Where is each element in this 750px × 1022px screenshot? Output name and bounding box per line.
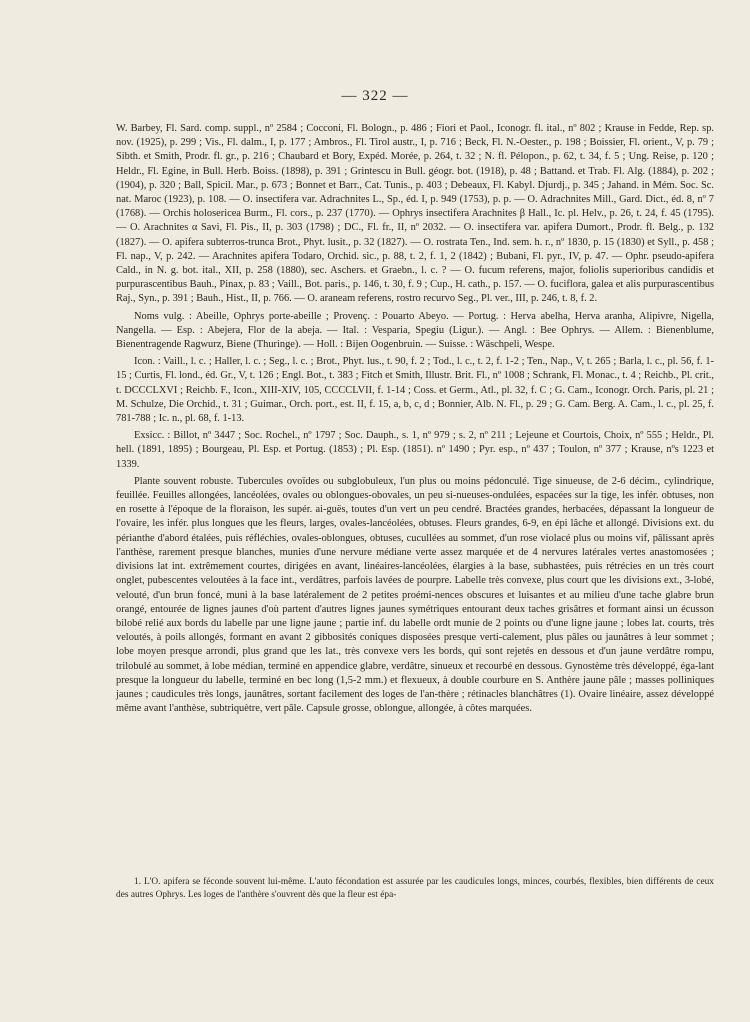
iconography-paragraph: Icon. : Vaill., l. c. ; Haller, l. c. ; Seg., l. c. ; Brot., Phyt. lus., t. 90, f. 2 ; Tod., l. c., t. 2, f. 1-2 ; Ten., Nap., V, t. 265 ; Barla, l. c., pl. 56, f. 1-15 ; Curtis, Fl. lond., éd. Gr., V, t. 126 ; Engl. Bot., t. 383 ; Fitch et Smith, Illustr. Brit. Fl., nº 1008 ; Schrank, Fl. Monac., t. 4 ; Reichb., Pl. crit., t. DCCCLXVI ; Reichb. F., Icon., XIII-XIV, 105, CCCCLVII, f. 1-14 ; Coss. et Germ., Atl., pl. 32, f. C ; G. Cam., Iconogr. Orch. Paris, pl. 21 ; M. Schulze, Die Orchid., t. 31 ; Guimar., Orch. port., est. II, f. 15, a, b, c, d ; Bonnier, Alb. N. Fl., p. 29 ; G. Cam. Berg. A. Cam., l. c., pl. 25, f. 781-788 ; Ic. n., pl. 68, f. 1-13. xyxy=(116,356,714,425)
description-paragraph: Plante souvent robuste. Tubercules ovoïdes ou subglobuleux, l'un plus ou moins pédonculé. Tige sinueuse, de 2-6 décim., cylindrique, feuillée. Feuilles allongées, lancéolées, ovales ou oblongues-obovales, un peu si-nueuses-ondulées, espacées sur la tige, les infér. obtuses, non en rosette à l'époque de la floraison, les supér. ai-guës, toutes d'un vert un peu cendré. Bractées grandes, herbacées, dépassant la longueur de l'ovaire, les infér. plus longues que les fleurs, larges, ovales-lancéolées, obtuses. Fleurs grandes, 6-9, en épi lâche et allongé. Divisions ext. du périanthe d'abord étalées, puis réfléchies, ovales-oblongues, obtuses, cucullées au sommet, d'un rose violacé plus ou moins vif, pâlissant après l'anthèse, rarement presque blanches, munies d'une nervure médiane verte assez marquée et de 4 nervures latérales vertes anastomosées ; divisions lat int. extrêmement courtes, dirigées en avant, linéaires-lancéolées, élargies à la base, subhastées, puis rétrécies en un très court onglet, pubescentes veloutées à la face int., verdâtres, parfois lavées de pourpre. Labelle très convexe, plus court que les divisions ext., 3-lobé, velouté, d'un brun foncé, muni à la base latéralement de 2 petites proémi-nences obscures et luisantes et au milieu d'une tache glabre brun orangé, entourée de lignes jaunes d'où partent d'autres lignes jaunes symétriques entourant deux taches grisâtres et formant ainsi un écusson bilobé relié aux bords du labelle par une ligne jaune ; partie inf. du labelle ordt munie de 2 points ou d'une ligne jaune ; lobes lat. courts, très veloutés, à poils allongés, formant en avant 2 gibbosités coniques disposées presque verti-calement, plus pâles ou jaunâtres à leur sommet ; lobe moyen presque arrondi, plus grand que les lat., très convexe vers les bords, qui sont rejetés en dessous et d'un jaune verdâtre rompu, trilobulé au sommet, à lobe médian, terminé en appendice glabre, verdâtre, sinueux et recourbé en dessous. Gynostème très développé, éga-lant presque la longueur du labelle, terminé en bec long (1,5-2 mm.) et flexueux, à double courbure en S. Anthère jaune pâle ; masses polliniques jaunes ; caudicules très longs, jaunâtres, sortant facilement des loges de l'an-thère ; rétinacles blanchâtres (1). Ovaire linéaire, assez développé même avant l'anthèse, subtriquètre, vert pâle. Capsule grosse, oblongue, allongée, à côtes marquées. xyxy=(116,475,714,715)
footnote-text: 1. L'O. apifera se féconde souvent lui-même. L'auto fécondation est assurée par les caudicules longs, minces, courbés, flexibles, bien différents de ceux des autres Ophrys. Les loges de l'anthère s'ouvrent dès que la fleur est épa- xyxy=(116,877,714,900)
synonymy-paragraph: W. Barbey, Fl. Sard. comp. suppl., nº 2584 ; Cocconi, Fl. Bologn., p. 486 ; Fiori et Paol., Iconogr. fl. ital., nº 802 ; Krause in Fedde, Rep. sp. nov. (1925), p. 299 ; Vis., Fl. dalm., I, p. 177 ; Ambros., Fl. Tirol austr., I, p. 716 ; Beck, Fl. N.-Oester., p. 198 ; Boissier, Fl. orient., V, p. 79 ; Sibth. et Smith, Prodr. fl. gr., p. 216 ; Chaubard et Bory, Expéd. Morée, p. 264, t. 32 ; N. fl. Pélopon., p. 62, t. 34, f. 5 ; Ung. Reise, p. 120 ; Heldr., Fl. Egine, in Bull. Herb. Boiss. (1898), p. 391 ; Grintescu in Bull. géogr. bot. (1918), p. 48 ; Battand. et Trab. Fl. Alg. (1884), p. 202 ; (1904), p. 320 ; Ball, Spicil. Mar., p. 673 ; Bonnet et Barr., Cat. Tunis., p. 403 ; Debeaux, Fl. Kabyl. Djurdj., p. 345 ; Jahand. in Mém. Soc. Sc. nat. Maroc (1923), p. 108. — O. insectifera var. Adrachnites L., Sp., éd. I, p. 949 (1753), p. p. — O. Adrachnites Mill., Gard. Dict., éd. 8, nº 7 (1768). — Orchis holosericea Burm., Fl. cors., p. 237 (1770). — Ophrys insectifera Arachnites β Hall., Ic. pl. Helv., p. 26, t. 24, f. 45 (1795). — O. Arachnites α Savi, Fl. Pis., II, p. 303 (1798) ; DC., Fl. fr., II, nº 2032. — O. insectifera var. apifera Dumort., Prodr. fl. Belg., p. 132 (1827). — O. apifera subterros-trunca Brot., Phyt. lusit., p. 32 (1827). — O. rostrata Ten., Ind. sem. h. r., nº 1830, p. 15 (1830) et Syll., p. 458 ; Fl. nap., V, p. 242. — Arachnites apifera Todaro, Orchid. sic., p. 88, t. 2, f. 1, 2 (1842) ; Bubani, Fl. pyr., IV, p. 47. — Ophr. pseudo-apifera Cald., in N. g. bot. ital., XII, p. 258 (1880), sec. Aschers. et Graebn., l. c. ? — O. fucum referens, major, foliolis superioribus candidis et purpurascentibus Bauh., Pinax, p. 83 ; Vaill., Bot. paris., p. 146, t. 30, f. 9 ; Cup., H. cath., p. 157. — O. fuciflora, galea et alis purpurascentibus Raj., Syn., p. 391 ; Bauh., Hist., II, p. 766. — O. araneam referens, rostro recurvo Seg., Pl. ver., III, p. 246, t. 8, f. 2. xyxy=(116,123,714,305)
page-number: — 322 — xyxy=(341,88,409,104)
footnote xyxy=(116,876,714,901)
main-text xyxy=(116,122,714,716)
vernacular-names-paragraph: Noms vulg. : Abeille, Ophrys porte-abeille ; Provenç. : Pouarto Abeyo. — Portug. : Herva abelha, Herva aranha, Alipivre, Nigella, Nangella. — Esp. : Abejera, Flor de la abeja. — Ital. : Vesparia, Spegiu (Ligur.). — Angl. : Bee Ophrys. — Allem. : Bienenblume, Bienentragende Ragwurz, Biene (Thuringe). — Holl. : Bijen Oogenbruin. — Suisse. : Wäschpeli, Wespe. xyxy=(116,310,714,351)
exsiccata-paragraph: Exsicc. : Billot, nº 3447 ; Soc. Rochel., nº 1797 ; Soc. Dauph., s. 1, nº 979 ; s. 2, nº 211 ; Lejeune et Courtois, Choix, nº 555 ; Heldr., Pl. hell. (1891, 1895) ; Bourgeau, Pl. Esp. et Portug. (1853) ; Pl. Esp. (1851). nº 1490 ; Pyr. esp., nº 437 ; Toulon, nº 377 ; Krause, nºs 1223 et 1339. xyxy=(116,430,714,470)
